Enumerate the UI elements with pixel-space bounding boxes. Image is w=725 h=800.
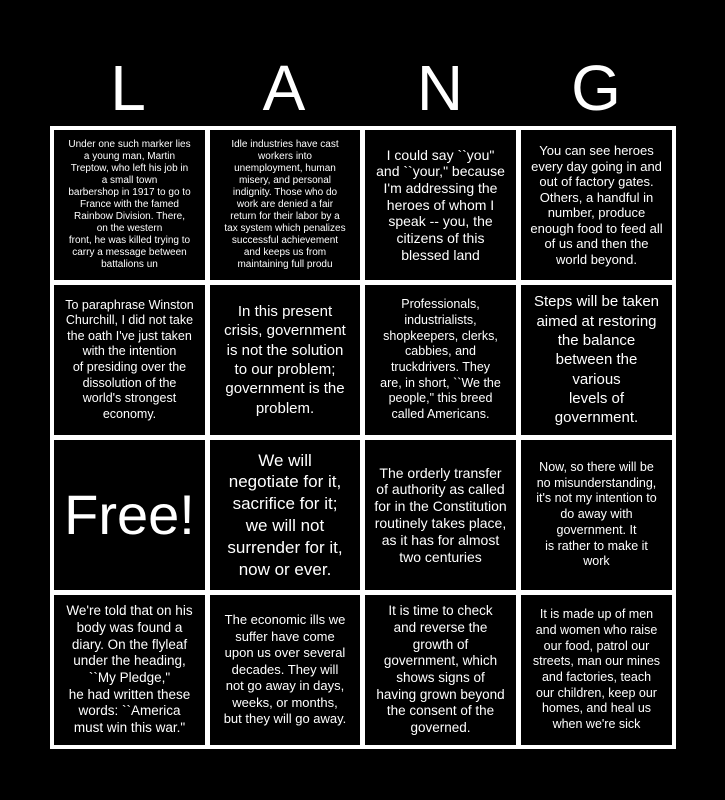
cell-text: The orderly transfer of authority as called for in the Constitution routinely takes place, as it has for almost two centuries	[374, 464, 507, 565]
bingo-cell[interactable]	[54, 595, 205, 745]
free-space-cell[interactable]	[54, 440, 205, 590]
bingo-cell[interactable]	[521, 440, 672, 590]
bingo-title	[50, 50, 676, 126]
free-space-text: Free!	[64, 483, 195, 546]
bingo-cell[interactable]	[521, 285, 672, 435]
title-letter: G	[571, 52, 621, 124]
cell-text: To paraphrase Winston Churchill, I did not take the oath I've just taken with the intention of presiding over the dissolution of the world's strongest economy.	[65, 297, 194, 421]
bingo-cell[interactable]	[210, 285, 360, 435]
bingo-cell[interactable]	[521, 595, 672, 745]
bingo-cell[interactable]	[54, 130, 205, 280]
cell-text: Now, so there will be no misunderstanding, it's not my intention to do away with government. It is rather to make it work	[536, 460, 657, 569]
cell-text: Under one such marker lies a young man, Martin Treptow, who left his job in a small town barbershop in 1917 to go to France with the famed Rainbow Division. There, on the western front, he was killed trying to carry a message between battalions un	[68, 139, 191, 270]
cell-text: It is time to check and reverse the growth of government, which shows signs of having grown beyond the consent of the governed.	[376, 603, 505, 736]
bingo-cell[interactable]	[365, 440, 516, 590]
cell-text: We're told that on his body was found a diary. On the flyleaf under the heading, ``My Pledge," he had written these words: ``America must win this war."	[66, 603, 193, 736]
bingo-cell[interactable]	[365, 130, 516, 280]
title-letter: A	[262, 52, 306, 124]
bingo-cell[interactable]	[521, 130, 672, 280]
cell-text: In this present crisis, government is not the solution to our problem; government is the problem.	[224, 303, 346, 417]
cell-text: It is made up of men and women who raise our food, patrol our streets, man our mines and factories, teach our children, keep our homes, and heal us when we're sick	[532, 607, 661, 732]
cell-text: Steps will be taken aimed at restoring the balance between the various levels of government.	[533, 293, 660, 427]
bingo-cell[interactable]	[210, 130, 360, 280]
bingo-cell[interactable]	[210, 595, 360, 745]
bingo-cell[interactable]	[54, 285, 205, 435]
cell-text: We will negotiate for it, sacrifice for it; we will not surrender for it, now or ever.	[227, 450, 343, 579]
cell-text: The economic ills we suffer have come upon us over several decades. They will not go away in days, weeks, or months, but they will go away.	[223, 612, 347, 727]
bingo-cell[interactable]	[365, 285, 516, 435]
bingo-cell[interactable]	[210, 440, 360, 590]
bingo-card	[50, 126, 676, 749]
cell-text: I could say ``you" and ``your," because I'm addressing the heroes of whom I speak -- you, the citizens of this blessed land	[376, 146, 505, 263]
cell-text: Professionals, industrialists, shopkeepers, clerks, cabbies, and truckdrivers. They are, in short, ``We the people," this breed called Americans.	[380, 297, 501, 422]
cell-text: Idle industries have cast workers into unemployment, human misery, and personal indignity. Those who do work are denied a fair return for their labor by a tax system which penalizes successful achievement and keeps us from maintaining full produ	[224, 139, 346, 270]
bingo-cell[interactable]	[365, 595, 516, 745]
cell-text: You can see heroes every day going in and out of factory gates. Others, a handful in number, produce enough food to feed all of us and then the world beyond.	[530, 143, 663, 267]
title-letter: N	[416, 52, 464, 124]
title-letter: L	[110, 52, 146, 124]
